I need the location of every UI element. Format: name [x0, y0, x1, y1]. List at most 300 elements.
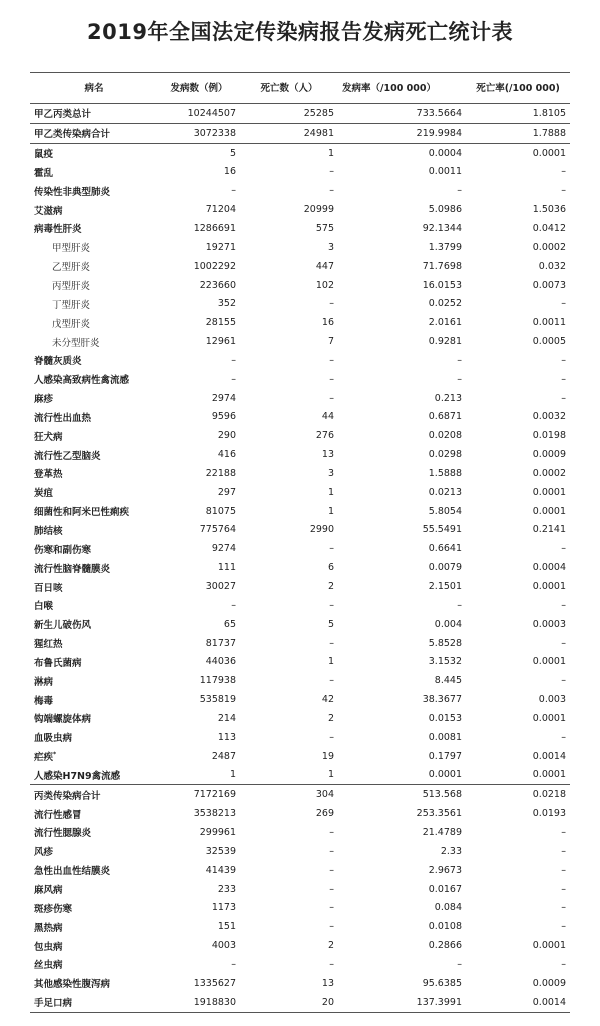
- cell-disease-name: [30, 652, 158, 671]
- disease-name-text: 梅毒: [34, 695, 54, 707]
- statistics-table: [30, 72, 570, 1013]
- table-row: [30, 464, 570, 483]
- cell-death-rate: 0.0032: [532, 411, 566, 423]
- cell-death-rate: 0.0001: [532, 940, 566, 952]
- disease-name-text: 甲型肝炎: [52, 243, 91, 255]
- cell-cases: 9274: [211, 543, 236, 555]
- cell-deaths: –: [329, 902, 334, 914]
- cell-death-rate: 0.0009: [532, 449, 566, 461]
- cell-deaths: 5: [327, 618, 334, 630]
- cell-death-rate: –: [561, 543, 566, 555]
- table-row: [30, 219, 570, 238]
- disease-name-text: 戊型肝炎: [52, 318, 91, 330]
- cell-disease-name: [30, 898, 158, 917]
- cell-deaths: 269: [315, 808, 334, 820]
- cell-disease-name: [30, 747, 158, 766]
- header-deaths: 死亡数（人）: [240, 73, 338, 104]
- cell-death-rate: 0.0014: [532, 750, 566, 762]
- cell-incidence-rate: 1.3799: [428, 241, 462, 253]
- cell-disease-name: [30, 181, 158, 200]
- cell-cases: 1286691: [193, 222, 236, 234]
- cell-deaths: 44: [321, 411, 334, 423]
- cell-disease-name: [30, 671, 158, 690]
- cell-cases: 2487: [211, 750, 236, 762]
- cell-cases: 416: [217, 449, 236, 461]
- cell-deaths: 1: [327, 656, 334, 668]
- cell-incidence-rate: 0.0079: [428, 562, 462, 574]
- cell-death-rate: 0.0001: [532, 581, 566, 593]
- disease-name-text: 丙类传染病合计: [34, 790, 101, 802]
- cell-death-rate: –: [561, 845, 566, 857]
- table-row: [30, 917, 570, 936]
- table-row: [30, 238, 570, 257]
- disease-name-text: 流行性脑脊髓膜炎: [34, 563, 111, 575]
- cell-incidence-rate: 0.0298: [428, 449, 462, 461]
- cell-cases: 4003: [211, 940, 236, 952]
- cell-deaths: –: [329, 675, 334, 687]
- cell-disease-name: [30, 370, 158, 389]
- cell-disease-name: [30, 408, 158, 427]
- cell-deaths: 25285: [240, 104, 338, 124]
- cell-incidence-rate: 21.4789: [422, 826, 462, 838]
- cell-cases: –: [231, 354, 236, 366]
- cell-disease-name: [30, 445, 158, 464]
- cell-cases: 535819: [199, 694, 236, 706]
- table-row: [30, 351, 570, 370]
- table-row: [30, 123, 570, 143]
- cell-death-rate: 0.0002: [532, 241, 566, 253]
- cell-deaths: –: [329, 354, 334, 366]
- table-row: [30, 521, 570, 540]
- disease-name-text: 霍乱: [34, 167, 54, 179]
- cell-incidence-rate: 3.1532: [428, 656, 462, 668]
- cell-death-rate: –: [561, 883, 566, 895]
- disease-name-text: 人感染H7N9禽流感: [34, 770, 121, 782]
- cell-incidence-rate: 0.0081: [428, 731, 462, 743]
- cell-disease-name: [30, 123, 158, 143]
- cell-death-rate: –: [561, 373, 566, 385]
- cell-deaths: 24981: [240, 123, 338, 143]
- cell-disease-name: [30, 104, 158, 124]
- cell-disease-name: [30, 539, 158, 558]
- table-row: [30, 936, 570, 955]
- disease-name-text: 甲乙丙类总计: [34, 109, 92, 121]
- cell-incidence-rate: 0.084: [434, 902, 462, 914]
- table-row: [30, 539, 570, 558]
- table-row: [30, 804, 570, 823]
- cell-incidence-rate: 2.1501: [428, 581, 462, 593]
- table-row: [30, 955, 570, 974]
- table-row: [30, 577, 570, 596]
- cell-death-rate: 0.0193: [532, 808, 566, 820]
- cell-death-rate: –: [561, 298, 566, 310]
- cell-death-rate: 0.003: [538, 694, 566, 706]
- cell-cases: 5: [229, 147, 236, 159]
- cell-death-rate: 0.0001: [532, 769, 566, 781]
- cell-cases: 214: [217, 712, 236, 724]
- cell-cases: 28155: [205, 317, 236, 329]
- disease-name-text: 血吸虫病: [34, 733, 73, 745]
- header-incidence-rate: 发病率（/100 000）: [338, 73, 466, 104]
- disease-name-text: 白喉: [34, 601, 54, 613]
- page-title: 2019年全国法定传染病报告发病死亡统计表: [87, 20, 513, 44]
- cell-cases: 81075: [205, 505, 236, 517]
- disease-name-text: 百日咳: [34, 582, 63, 594]
- cell-cases: 299961: [199, 826, 236, 838]
- cell-death-rate: 0.0001: [532, 656, 566, 668]
- table-row: [30, 502, 570, 521]
- cell-incidence-rate: 0.0213: [428, 486, 462, 498]
- table-header-row: [30, 73, 570, 104]
- cell-cases: 297: [217, 486, 236, 498]
- cell-disease-name: [30, 804, 158, 823]
- disease-name-text: 脊髓灰质炎: [34, 356, 82, 368]
- disease-name-text: 肺结核: [34, 525, 63, 537]
- cell-deaths: –: [329, 845, 334, 857]
- disease-name-text: 疟疾: [34, 752, 54, 764]
- cell-incidence-rate: –: [457, 354, 462, 366]
- cell-deaths: –: [329, 731, 334, 743]
- cell-incidence-rate: 1.5888: [428, 467, 462, 479]
- cell-death-rate: –: [561, 958, 566, 970]
- disease-name-text: 甲乙类传染病合计: [34, 129, 111, 141]
- disease-name-text: 丝虫病: [34, 960, 63, 972]
- cell-death-rate: –: [561, 166, 566, 178]
- cell-cases: 1918830: [158, 993, 240, 1012]
- cell-disease-name: [30, 351, 158, 370]
- disease-name-text: 乙型肝炎: [52, 262, 91, 274]
- table-row: [30, 445, 570, 464]
- disease-name-text: 炭疽: [34, 488, 54, 500]
- cell-deaths: 19: [321, 750, 334, 762]
- cell-incidence-rate: 55.5491: [422, 524, 462, 536]
- cell-deaths: 447: [315, 260, 334, 272]
- cell-cases: 32539: [205, 845, 236, 857]
- table-row: [30, 332, 570, 351]
- cell-disease-name: [30, 766, 158, 785]
- cell-cases: 3538213: [193, 808, 236, 820]
- cell-incidence-rate: 0.0011: [428, 166, 462, 178]
- table-row: [30, 426, 570, 445]
- disease-name-text: 麻疹: [34, 394, 54, 406]
- cell-incidence-rate: 513.568: [338, 785, 466, 804]
- table-row: [30, 163, 570, 182]
- cell-death-rate: 0.0073: [532, 279, 566, 291]
- table-row: [30, 709, 570, 728]
- cell-incidence-rate: 0.0108: [428, 921, 462, 933]
- cell-disease-name: [30, 615, 158, 634]
- table-row: [30, 823, 570, 842]
- cell-deaths: 13: [321, 977, 334, 989]
- cell-incidence-rate: 0.0153: [428, 712, 462, 724]
- disease-name-text: 风疹: [34, 847, 54, 859]
- cell-disease-name: [30, 143, 158, 162]
- cell-cases: 111: [217, 562, 236, 574]
- cell-disease-name: [30, 823, 158, 842]
- disease-name-text: 流行性感冒: [34, 809, 82, 821]
- cell-disease-name: [30, 313, 158, 332]
- table-row: [30, 993, 570, 1012]
- table-row: [30, 634, 570, 653]
- cell-disease-name: [30, 521, 158, 540]
- cell-death-rate: 0.0001: [532, 505, 566, 517]
- table-body: [30, 104, 570, 1013]
- cell-incidence-rate: 0.6641: [428, 543, 462, 555]
- cell-disease-name: [30, 238, 158, 257]
- cell-incidence-rate: 0.004: [434, 618, 462, 630]
- cell-cases: 3072338: [158, 123, 240, 143]
- table-row: [30, 200, 570, 219]
- cell-disease-name: [30, 464, 158, 483]
- table-row: [30, 785, 570, 804]
- cell-cases: 1173: [211, 902, 236, 914]
- cell-death-rate: 0.0011: [532, 317, 566, 329]
- cell-incidence-rate: 2.9673: [428, 864, 462, 876]
- cell-cases: 30027: [205, 581, 236, 593]
- cell-deaths: 2: [327, 581, 334, 593]
- cell-deaths: 3: [327, 467, 334, 479]
- disease-name-text: 麻风病: [34, 885, 63, 897]
- disease-name-text: 布鲁氏菌病: [34, 657, 82, 669]
- cell-death-rate: –: [561, 637, 566, 649]
- disease-name-text: 黑热病: [34, 922, 63, 934]
- cell-death-rate: 1.7888: [466, 123, 570, 143]
- cell-cases: 113: [217, 731, 236, 743]
- cell-cases: –: [231, 373, 236, 385]
- disease-name-text: 传染性非典型肺炎: [34, 186, 111, 198]
- cell-incidence-rate: 5.8054: [428, 505, 462, 517]
- cell-deaths: 6: [327, 562, 334, 574]
- table-row: [30, 389, 570, 408]
- cell-death-rate: –: [561, 902, 566, 914]
- table-row: [30, 294, 570, 313]
- cell-deaths: 13: [321, 449, 334, 461]
- cell-deaths: 20999: [303, 204, 334, 216]
- cell-cases: 352: [217, 298, 236, 310]
- cell-death-rate: 1.5036: [532, 204, 566, 216]
- cell-deaths: 2: [327, 712, 334, 724]
- table-row: [30, 747, 570, 766]
- cell-death-rate: –: [561, 599, 566, 611]
- table-row: [30, 370, 570, 389]
- cell-cases: 1: [229, 769, 236, 781]
- cell-cases: 1002292: [193, 260, 236, 272]
- disease-name-text: 猩红热: [34, 639, 63, 651]
- cell-cases: 117938: [199, 675, 236, 687]
- cell-deaths: –: [329, 864, 334, 876]
- cell-cases: 41439: [205, 864, 236, 876]
- cell-cases: 223660: [199, 279, 236, 291]
- cell-disease-name: [30, 974, 158, 993]
- cell-deaths: 3: [327, 241, 334, 253]
- cell-death-rate: 0.0001: [532, 486, 566, 498]
- cell-cases: 10244507: [158, 104, 240, 124]
- table-row: [30, 671, 570, 690]
- cell-disease-name: [30, 558, 158, 577]
- table-row: [30, 974, 570, 993]
- cell-cases: –: [231, 185, 236, 197]
- cell-disease-name: [30, 426, 158, 445]
- table-row: [30, 181, 570, 200]
- cell-death-rate: –: [561, 731, 566, 743]
- cell-deaths: –: [329, 826, 334, 838]
- cell-incidence-rate: 95.6385: [422, 977, 462, 989]
- cell-cases: 290: [217, 430, 236, 442]
- cell-cases: 2974: [211, 392, 236, 404]
- cell-cases: 44036: [205, 656, 236, 668]
- cell-deaths: –: [329, 921, 334, 933]
- cell-deaths: –: [329, 298, 334, 310]
- disease-name-text: 流行性出血热: [34, 412, 92, 424]
- cell-cases: 151: [217, 921, 236, 933]
- cell-death-rate: 0.0218: [466, 785, 570, 804]
- cell-death-rate: 0.2141: [532, 524, 566, 536]
- cell-death-rate: 0.0005: [532, 336, 566, 348]
- cell-deaths: 1: [327, 486, 334, 498]
- cell-cases: –: [231, 958, 236, 970]
- table-row: [30, 257, 570, 276]
- disease-name-text: 流行性腮腺炎: [34, 828, 92, 840]
- cell-deaths: 1: [327, 769, 334, 781]
- cell-disease-name: [30, 880, 158, 899]
- cell-death-rate: 0.032: [538, 260, 566, 272]
- cell-death-rate: –: [561, 392, 566, 404]
- cell-incidence-rate: –: [457, 599, 462, 611]
- header-death-rate: 死亡率(/100 000): [466, 73, 570, 104]
- cell-disease-name: [30, 690, 158, 709]
- cell-disease-name: [30, 389, 158, 408]
- cell-incidence-rate: 5.0986: [428, 204, 462, 216]
- cell-incidence-rate: 71.7698: [422, 260, 462, 272]
- cell-deaths: –: [329, 373, 334, 385]
- cell-deaths: 102: [315, 279, 334, 291]
- cell-disease-name: [30, 200, 158, 219]
- cell-death-rate: 0.0009: [532, 977, 566, 989]
- cell-deaths: 575: [315, 222, 334, 234]
- footnote-mark: *: [53, 750, 57, 758]
- table-row: [30, 690, 570, 709]
- cell-cases: 1335627: [193, 977, 236, 989]
- cell-death-rate: 0.0004: [532, 562, 566, 574]
- cell-incidence-rate: 0.1797: [428, 750, 462, 762]
- cell-cases: 775764: [199, 524, 236, 536]
- cell-incidence-rate: 0.213: [434, 392, 462, 404]
- disease-name-text: 鼠疫: [34, 149, 54, 161]
- cell-death-rate: 0.0002: [532, 467, 566, 479]
- cell-disease-name: [30, 163, 158, 182]
- cell-incidence-rate: 733.5664: [338, 104, 466, 124]
- cell-death-rate: 1.8105: [466, 104, 570, 124]
- cell-death-rate: 0.0412: [532, 222, 566, 234]
- cell-incidence-rate: 219.9984: [338, 123, 466, 143]
- cell-deaths: 7: [327, 336, 334, 348]
- disease-name-text: 病毒性肝炎: [34, 224, 82, 236]
- table-row: [30, 483, 570, 502]
- disease-name-text: 丙型肝炎: [52, 281, 91, 293]
- cell-deaths: 1: [327, 147, 334, 159]
- cell-incidence-rate: 0.6871: [428, 411, 462, 423]
- cell-incidence-rate: 0.9281: [428, 336, 462, 348]
- cell-deaths: 1: [327, 505, 334, 517]
- disease-name-text: 新生儿破伤风: [34, 620, 92, 632]
- cell-incidence-rate: 0.0252: [428, 298, 462, 310]
- cell-cases: 16: [223, 166, 236, 178]
- table-row: [30, 652, 570, 671]
- cell-incidence-rate: 92.1344: [422, 222, 462, 234]
- cell-disease-name: [30, 917, 158, 936]
- disease-name-text: 斑疹伤寒: [34, 903, 73, 915]
- cell-deaths: 276: [315, 430, 334, 442]
- cell-cases: 22188: [205, 467, 236, 479]
- disease-name-text: 急性出血性结膜炎: [34, 866, 111, 878]
- cell-disease-name: [30, 294, 158, 313]
- cell-disease-name: [30, 332, 158, 351]
- cell-disease-name: [30, 842, 158, 861]
- cell-disease-name: [30, 785, 158, 804]
- cell-death-rate: –: [561, 185, 566, 197]
- cell-disease-name: [30, 936, 158, 955]
- cell-deaths: –: [329, 392, 334, 404]
- disease-name-text: 淋病: [34, 676, 54, 688]
- cell-cases: 233: [217, 883, 236, 895]
- table-row: [30, 143, 570, 162]
- table-row: [30, 880, 570, 899]
- header-cases: 发病数（例）: [158, 73, 240, 104]
- cell-deaths: 42: [321, 694, 334, 706]
- cell-incidence-rate: 0.0001: [428, 769, 462, 781]
- cell-disease-name: [30, 993, 158, 1012]
- cell-incidence-rate: 8.445: [434, 675, 462, 687]
- disease-name-text: 其他感染性腹泻病: [34, 979, 111, 991]
- disease-name-text: 细菌性和阿米巴性痢疾: [34, 507, 130, 519]
- cell-disease-name: [30, 596, 158, 615]
- cell-death-rate: –: [561, 354, 566, 366]
- cell-death-rate: 0.0014: [466, 993, 570, 1012]
- cell-deaths: 2990: [309, 524, 334, 536]
- cell-disease-name: [30, 709, 158, 728]
- cell-incidence-rate: 2.33: [440, 845, 462, 857]
- cell-cases: –: [231, 599, 236, 611]
- cell-disease-name: [30, 219, 158, 238]
- cell-disease-name: [30, 728, 158, 747]
- cell-incidence-rate: 38.3677: [422, 694, 462, 706]
- cell-cases: 71204: [205, 204, 236, 216]
- cell-death-rate: –: [561, 826, 566, 838]
- cell-death-rate: –: [561, 675, 566, 687]
- cell-cases: 12961: [205, 336, 236, 348]
- cell-deaths: –: [329, 185, 334, 197]
- table-row: [30, 276, 570, 295]
- cell-cases: 7172169: [158, 785, 240, 804]
- cell-incidence-rate: –: [457, 373, 462, 385]
- disease-name-text: 伤寒和副伤寒: [34, 544, 92, 556]
- cell-deaths: –: [329, 166, 334, 178]
- cell-deaths: 20: [240, 993, 338, 1012]
- cell-incidence-rate: 0.0208: [428, 430, 462, 442]
- cell-deaths: –: [329, 543, 334, 555]
- cell-cases: 19271: [205, 241, 236, 253]
- cell-death-rate: –: [561, 864, 566, 876]
- cell-incidence-rate: 0.0004: [428, 147, 462, 159]
- table-row: [30, 898, 570, 917]
- cell-death-rate: 0.0001: [532, 712, 566, 724]
- disease-name-text: 艾滋病: [34, 205, 63, 217]
- cell-cases: 65: [223, 618, 236, 630]
- cell-death-rate: 0.0198: [532, 430, 566, 442]
- cell-incidence-rate: 5.8528: [428, 637, 462, 649]
- cell-incidence-rate: 2.0161: [428, 317, 462, 329]
- cell-disease-name: [30, 955, 158, 974]
